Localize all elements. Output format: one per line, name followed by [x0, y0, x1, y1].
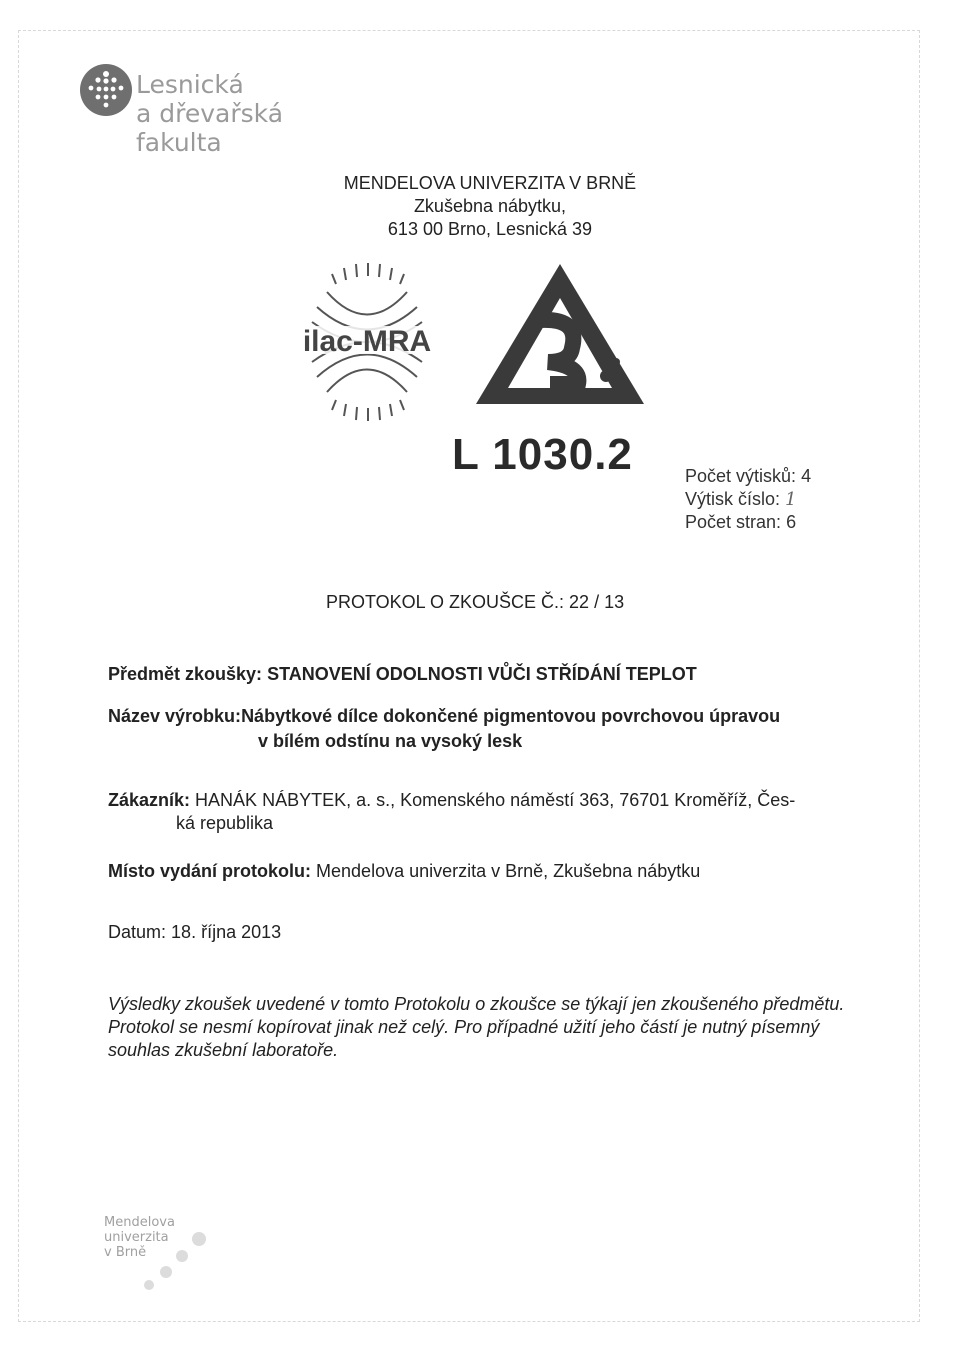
ilac-mra-seal [272, 252, 462, 437]
accreditation-code: L 1030.2 [452, 430, 633, 479]
product-name-value: Nábytkové dílce dokončené pigmentovou povrchovou úpravou [241, 706, 781, 726]
test-subject-value: STANOVENÍ ODOLNOSTI VŮČI STŘÍDÁNÍ TEPLOT [267, 664, 697, 684]
copy-number-row [685, 488, 811, 511]
institution-department: Zkušebna nábytku, [413, 196, 567, 216]
university-logo-line: univerzita [104, 1230, 169, 1245]
institution-name: MENDELOVA UNIVERZITA V BRNĚ [343, 173, 637, 193]
university-emblem-dot-icon [144, 1280, 154, 1290]
faculty-logo-text [136, 70, 283, 157]
issue-place-row [108, 861, 700, 882]
institution-address [300, 172, 680, 241]
customer-label: Zákazník: [108, 790, 191, 810]
pages-label: Počet stran: [685, 512, 782, 532]
faculty-logo-line: Lesnická [136, 70, 244, 99]
ilac-logo-text: ilac-MRA [302, 325, 432, 358]
copies-value: 4 [801, 466, 812, 486]
university-emblem-dot-icon [176, 1250, 188, 1262]
test-subject-row [108, 664, 697, 685]
disclaimer-note: Výsledky zkoušek uvedené v tomto Protokolu o zkoušce se týkají jen zkoušeného předmětu. Protokol se nesmí kopírovat jinak než celý. Pro případné užití jeho částí je nutný písemný souhlas zkušební laboratoře. [108, 994, 845, 1060]
faculty-logo [76, 60, 136, 125]
faculty-logo-line: a dřevařská [136, 99, 284, 128]
accreditation-triangle-mark [470, 258, 650, 415]
customer-value-continued: ká republika [176, 813, 274, 833]
protocol-title: PROTOKOL O ZKOUŠCE Č.: 22 / 13 [326, 592, 625, 612]
customer-value: HANÁK NÁBYTEK, a. s., Komenského náměstí 363, 76701 Kroměříž, Čes- [195, 790, 796, 810]
test-subject-label: Předmět zkoušky: [108, 664, 263, 684]
faculty-logo-line: fakulta [136, 128, 222, 157]
customer-row [108, 790, 795, 811]
pages-value: 6 [786, 512, 797, 532]
copy-number-value: 1 [785, 489, 797, 510]
faculty-emblem-icon [76, 60, 136, 120]
date-row [108, 922, 281, 943]
institution-street: 613 00 Brno, Lesnická 39 [387, 219, 593, 239]
copies-row [685, 465, 811, 488]
copies-label: Počet výtisků: [685, 466, 797, 486]
university-emblem-dot-icon [160, 1266, 172, 1278]
copy-counts [685, 465, 811, 534]
university-logo-line: Mendelova [104, 1215, 175, 1230]
date-value: 18. října 2013 [171, 922, 282, 942]
product-name-label: Název výrobku: [108, 706, 242, 726]
university-emblem-dot-icon [192, 1232, 206, 1246]
product-name-row [108, 706, 780, 727]
university-logo-line: v Brně [104, 1245, 147, 1260]
issue-place-value: Mendelova univerzita v Brně, Zkušebna nábytku [316, 861, 701, 881]
pages-row [685, 511, 811, 534]
issue-place-label: Místo vydání protokolu: [108, 861, 312, 881]
university-logo [104, 1215, 175, 1260]
product-name-value-continued: v bílém odstínu na vysoký lesk [258, 731, 523, 751]
copy-number-label: Výtisk číslo: [685, 489, 781, 509]
date-label: Datum: [108, 922, 167, 942]
